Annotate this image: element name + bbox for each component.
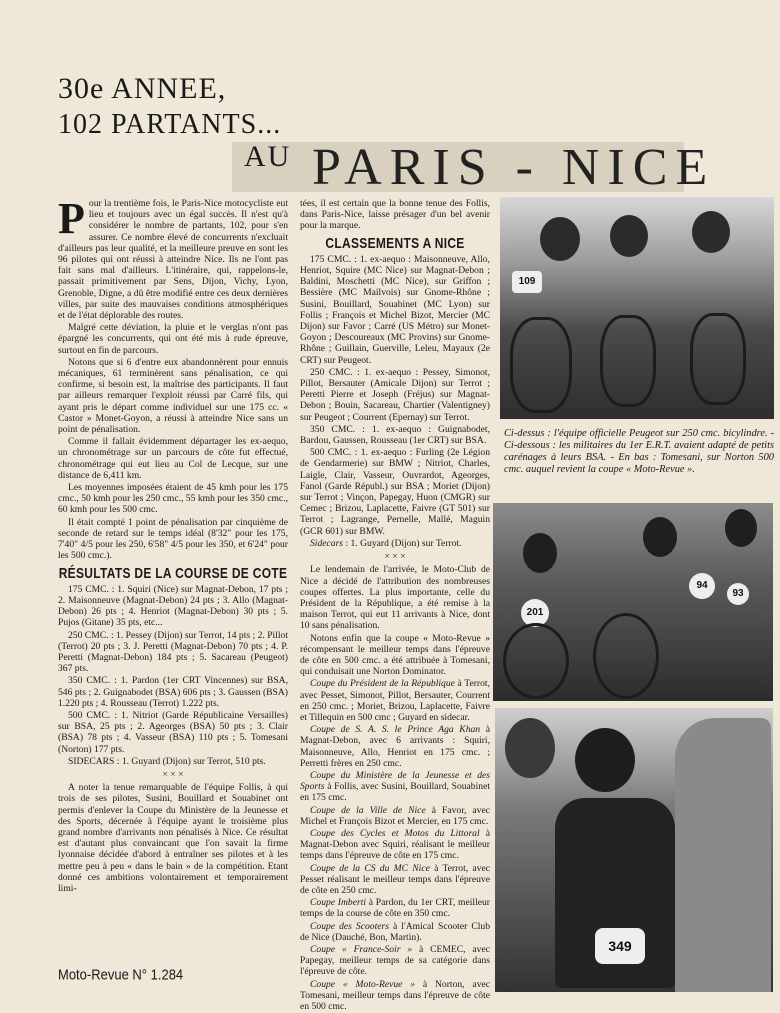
sidecar-label: Sidecars xyxy=(310,537,344,549)
official-figure xyxy=(675,718,771,992)
page-title: PARIS - NICE xyxy=(312,139,716,196)
race-number: 349 xyxy=(595,928,645,964)
paragraph: tées, il est certain que la bonne tenue des Follis, dans Paris-Nice, laisse présager d'un bel avenir pour la marque. xyxy=(300,198,490,232)
cup-text: à Favor, avec Michel et François Bizot et Mercier, en 175 cmc. xyxy=(300,804,490,827)
cup-entry xyxy=(300,979,490,1013)
cup-entry xyxy=(300,770,490,804)
cup-text: à Magnat-Debon, avec 6 arrivants : Squiri, Maisonneuve, Allo, Henriot en 175 cmc. ; Perretti frères en 250 cmc. xyxy=(300,724,490,769)
cup-text: à Pardon, du 1er CRT, meilleur temps de la course de côte en 350 cmc. xyxy=(300,897,490,920)
rider-figure xyxy=(643,517,677,557)
cup-text: à l'Amical Scooter Club de Nice (Dauché, Bon, Martin). xyxy=(300,920,490,943)
cup-name: Coupe de S. A. S. le Prince Aga Khan xyxy=(310,724,481,736)
cup-name: Coupe des Cycles et Motos du Littoral xyxy=(310,827,480,839)
photo-caption: Ci-dessus : l'équipe officielle Peugeot sur 250 cmc. bicylindre. - Ci-dessous : les militaires du 1er E.R.T. avaient adapté de petits carénages à leurs BSA. - En bas : Tomesani, sur Norton 500 cmc. auquel revient la coupe « Moto-Revue ». xyxy=(504,428,774,475)
classement-350: 350 CMC. : 1. ex-aequo : Guignabodet, Bardou, Gaussen, Rousseau (1er CRT) sur BSA. xyxy=(300,423,490,447)
article-column-1 xyxy=(58,194,288,895)
title-prefix: AU xyxy=(244,140,292,173)
photo-bsa-military xyxy=(493,503,773,701)
result-250: 250 CMC. : 1. Pessey (Dijon) sur Terrot, 14 pts ; 2. Pillot (Terrot) 20 pts ; 3. J. Peretti (Magnat-Debon) 70 pts ; 4. P. Peretti (Magnat-Debon) 184 pts ; 5. Sacareau (Peugeot) 367 pts. xyxy=(58,629,288,675)
result-sidecar: SIDECARS : 1. Guyard (Dijon) sur Terrot, 510 pts. xyxy=(68,755,266,767)
paragraph: Comme il fallait évidemment départager les ex-aequo, un chronométrage sur un parcours de côte fut effectué, chronométrage qui eut lieu au Col de Lecque, sur une distance de 6,411 km. xyxy=(58,436,288,481)
section-heading-results: RÉSULTATS DE LA COURSE DE COTE xyxy=(58,563,288,582)
article-column-2 xyxy=(300,198,490,1013)
sidecar-text: : 1. Guyard (Dijon) sur Terrot. xyxy=(343,537,462,549)
paragraph: Il était compté 1 point de pénalisation par cinquième de seconde de retard sur le temps idéal (8'32" pour les 175, 7'40" 4/5 pour les 250, 6'58" 4/5 pour les 350, et 6'24" pour les 500 cmc.). xyxy=(58,516,288,562)
motorcycle-wheel xyxy=(510,317,572,413)
cup-entry xyxy=(300,863,490,897)
motorcycle-wheel xyxy=(593,613,659,699)
paragraph: Notons que si 6 d'entre eux abandonnèrent pour ennuis mécaniques, 61 terminèrent sans pénalisation, ce qui confirme, si besoin est, la maîtrise des participants. Il faut par ailleurs remarquer l'exploit réussi par Carré fils, qui ayant pris le départ comme individuel sur une 175 cc. « Castor » Monet-Goyon, a réussi à atteindre Nice sans un point de pénalisation. xyxy=(58,356,288,436)
race-number: 94 xyxy=(689,573,715,599)
cup-entry xyxy=(300,897,490,919)
motorcycle-wheel xyxy=(600,315,656,407)
cup-text: à Follis, avec Susini, Bouillard, Souabinet en 175 cmc. xyxy=(300,781,490,804)
motorcycle-wheel xyxy=(503,623,569,699)
cup-text: à Terrot, avec Pesset réalisant le meilleur temps dans l'épreuve de côte en 250 cmc. xyxy=(300,862,490,896)
paragraph: our la trentième fois, le Paris-Nice motocycliste eut lieu et toujours avec un égal succès. Il n'est qu'à considérer le nombre de partants, 102, pour s'en assurer. Ce nombre élevé de concurrents n'excluait d'ailleurs pas leur qualité, et la meilleure preuve en sont les 96 pilotes qui ont réussi à atteindre Nice. Ils ne l'ont pas fait sans mal d'ailleurs. L'itinéraire, qui, rappelons-le, passait primitivement par Sens, Dijon, Vichy, Lyon, Grenoble, Digne, a dû être modifié entre ces deux dernières villes, par suite des mauvaises conditions atmosphériques et de l'état déplorable des routes. xyxy=(58,198,288,322)
rider-figure xyxy=(610,215,648,257)
paragraph: Les moyennes imposées étaient de 45 kmh pour les 175 cmc., 50 kmh pour les 250 cmc., 55 kmh pour les 350 cmc., 60 kmh pour les 500 cmc. xyxy=(58,482,288,516)
paragraph: Malgré cette déviation, la pluie et le verglas n'ont pas épargné les concurrents, qui ont été mis à rude épreuve, surtout en fin de parcours. xyxy=(58,322,288,356)
cup-name: Coupe de la Ville de Nice xyxy=(310,804,426,816)
rider-figure xyxy=(575,728,635,792)
rider-figure xyxy=(692,211,730,253)
kicker-line-2: 102 PARTANTS... xyxy=(58,109,282,140)
cup-text: à Magnat-Debon avec Squiri, réalisant le meilleur temps dans l'épreuve de côte en 175 cmc. xyxy=(300,827,490,862)
cup-name: Coupe Imberti xyxy=(310,897,367,909)
rider-figure xyxy=(725,509,757,547)
section-separator: × × × xyxy=(162,768,184,780)
classement-175: 175 CMC. : 1. ex-aequo : Maisonneuve, Allo, Henriot, Squire (MC Nice) sur Magnat-Debon ; Baldini, Moschetti (MC Nice), sur Griffon ; Bessière (MC Mailvois) sur Gnome-Rhône ; Susini, Bouillard, Souabinet (MC Lyon) sur Follis ; François et Michel Bizot, Mercier (MC Dijon) sur Favor ; Carré (US Métro) sur Monet-Goyon ; Descoureaux (MC Provins) sur Gnome-Rhône ; Guillain, Guerville, Leleu, Mayaux (2e CRT) sur Peugeot. xyxy=(300,253,490,366)
cup-text: à Terrot, avec Pesset, Simonot, Pillot, Bersauter, Courrent en 250 cmc. ; Moriet, Brizou, Laplacette, Faivre et Tillequin en 500 cmc ; Guyard en sidecar. xyxy=(300,678,490,723)
cup-entry xyxy=(300,944,490,978)
section-separator: × × × xyxy=(384,551,406,563)
classement-sidecar xyxy=(300,538,490,549)
cup-entry xyxy=(300,678,490,723)
cup-name: Coupe « Moto-Revue » xyxy=(310,978,416,990)
kicker-line-1: 30e ANNEE, xyxy=(58,72,227,105)
section-heading-classements: CLASSEMENTS A NICE xyxy=(325,233,465,252)
cup-entry xyxy=(300,921,490,943)
race-number: 109 xyxy=(512,271,542,293)
photo-tomesani-norton xyxy=(495,708,773,992)
spectator-figure xyxy=(505,718,555,778)
result-500: 500 CMC. : 1. Nitriot (Garde Républicaine Versailles) sur BSA, 25 pts ; 2. Ageorges (BSA) 50 pts ; 3. Clair (BSA) 78 pts ; 4. Vasseur (BSA) 110 pts ; 5. Tomesani (Norton) 177 pts. xyxy=(58,709,288,755)
paragraph: Le lendemain de l'arrivée, le Moto-Club de Nice a décidé de l'attribution des nombreuses coupes offertes. La plus importante, celle du Président de la République, a été remise à la maison Terrot, qui eut 11 arrivants à Nice, dont 10 sans pénalisation. xyxy=(300,564,490,632)
cup-entry xyxy=(300,724,490,769)
kicker-heading xyxy=(58,72,281,142)
result-175: 175 CMC. : 1. Squiri (Nice) sur Magnat-Debon, 17 pts ; 2. Maisonneuve (Magnat-Debon) 24 pts ; 3. Allo (Magnat-Debon) 26 pts ; 4. Henriot (Magnat-Debon) 30 pts ; 5. Pujos (Gitane) 35 pts, etc... xyxy=(58,583,288,629)
result-350: 350 CMC. : 1. Pardon (1er CRT Vincennes) sur BSA, 546 pts ; 2. Guignabodet (BSA) 606 pts ; 3. Gaussen (BSA) 1.220 pts ; 4. Rousseau (Terrot) 1.222 pts. xyxy=(58,675,288,709)
cup-name: Coupe des Scooters xyxy=(310,920,389,932)
cup-text: à Norton, avec Tomesani, meilleur temps dans l'épreuve de côte en 500 cmc. xyxy=(300,978,491,1013)
cup-name: Coupe du Président de la République xyxy=(310,678,455,690)
cup-name: Coupe de la CS du MC Nice xyxy=(310,862,430,874)
race-number: 201 xyxy=(521,599,549,627)
paragraph: Notons enfin que la coupe « Moto-Revue » récompensant le meilleur temps dans l'épreuve de côte en 500 cmc. a été attribuée à Tomesani, qui conduisait une Norton Dominator. xyxy=(300,632,490,678)
page-footer: Moto-Revue N° 1.284 xyxy=(58,966,184,983)
rider-figure xyxy=(523,533,557,573)
cup-name: Coupe « France-Soir » xyxy=(310,944,413,955)
cup-entry xyxy=(300,828,490,862)
classement-250: 250 CMC. : 1. ex-aequo : Pessey, Simonot, Pillot, Bersauter (Amicale Dijon) sur Terrot ; Peretti Pierre et Joseph (Fréjus) sur Magnat-Debon ; Bouin, Sacareau, Chartier (Valentigney) sur Peugeot ; Courrent (Epernay) sur Terrot. xyxy=(300,366,490,423)
motorcycle-wheel xyxy=(690,313,746,405)
rider-figure xyxy=(540,217,580,261)
classement-500: 500 CMC. : 1. ex-aequo : Furling (2e Légion de Gendarmerie) sur BMW ; Nitriot, Charles, Laigle, Clair, Vasseur, Ouvrardot, Ageorges, Fanol (Garde Républ.) sur BSA ; Moriet (Dijon) sur Terrot ; Vinçon, Papegay, Huon (CMGR) sur Cemec ; Brizou, Laplacette, Faivre (GT 501) sur Terrot ; Lagrange, Pernelle, Mallé, Maguin (GCR 601) sur BMW. xyxy=(300,447,490,537)
drop-cap: P xyxy=(58,194,85,243)
cup-text: à CEMEC, avec Papegay, meilleur temps de sa catégorie dans l'épreuve de côte. xyxy=(300,944,490,978)
race-number: 93 xyxy=(727,583,749,605)
cup-name: Coupe du Ministère de la Jeunesse et des Sports xyxy=(300,769,490,793)
cup-entry xyxy=(300,805,490,827)
paragraph: A noter la tenue remarquable de l'équipe Follis, à qui trois de ses pilotes, Susini, Bouillard et Souabinet ont permis d'enlever la Coupe du Ministère de la Jeunesse et des Sports, décernée à l'équipe ayant le troisième plus grand nombre d'arrivants non pénalisés à Nice. Ce résultat est d'autant plus convaincant que l'on savait la firme lyonnaise décidée d'abord à entraîner ses pilotes et à les mettre peu à peu « dans le bain » de la compétition. Etant donné ces ambitions volontairement et temporairement limi- xyxy=(58,782,288,894)
photo-peugeot-team xyxy=(500,197,774,419)
